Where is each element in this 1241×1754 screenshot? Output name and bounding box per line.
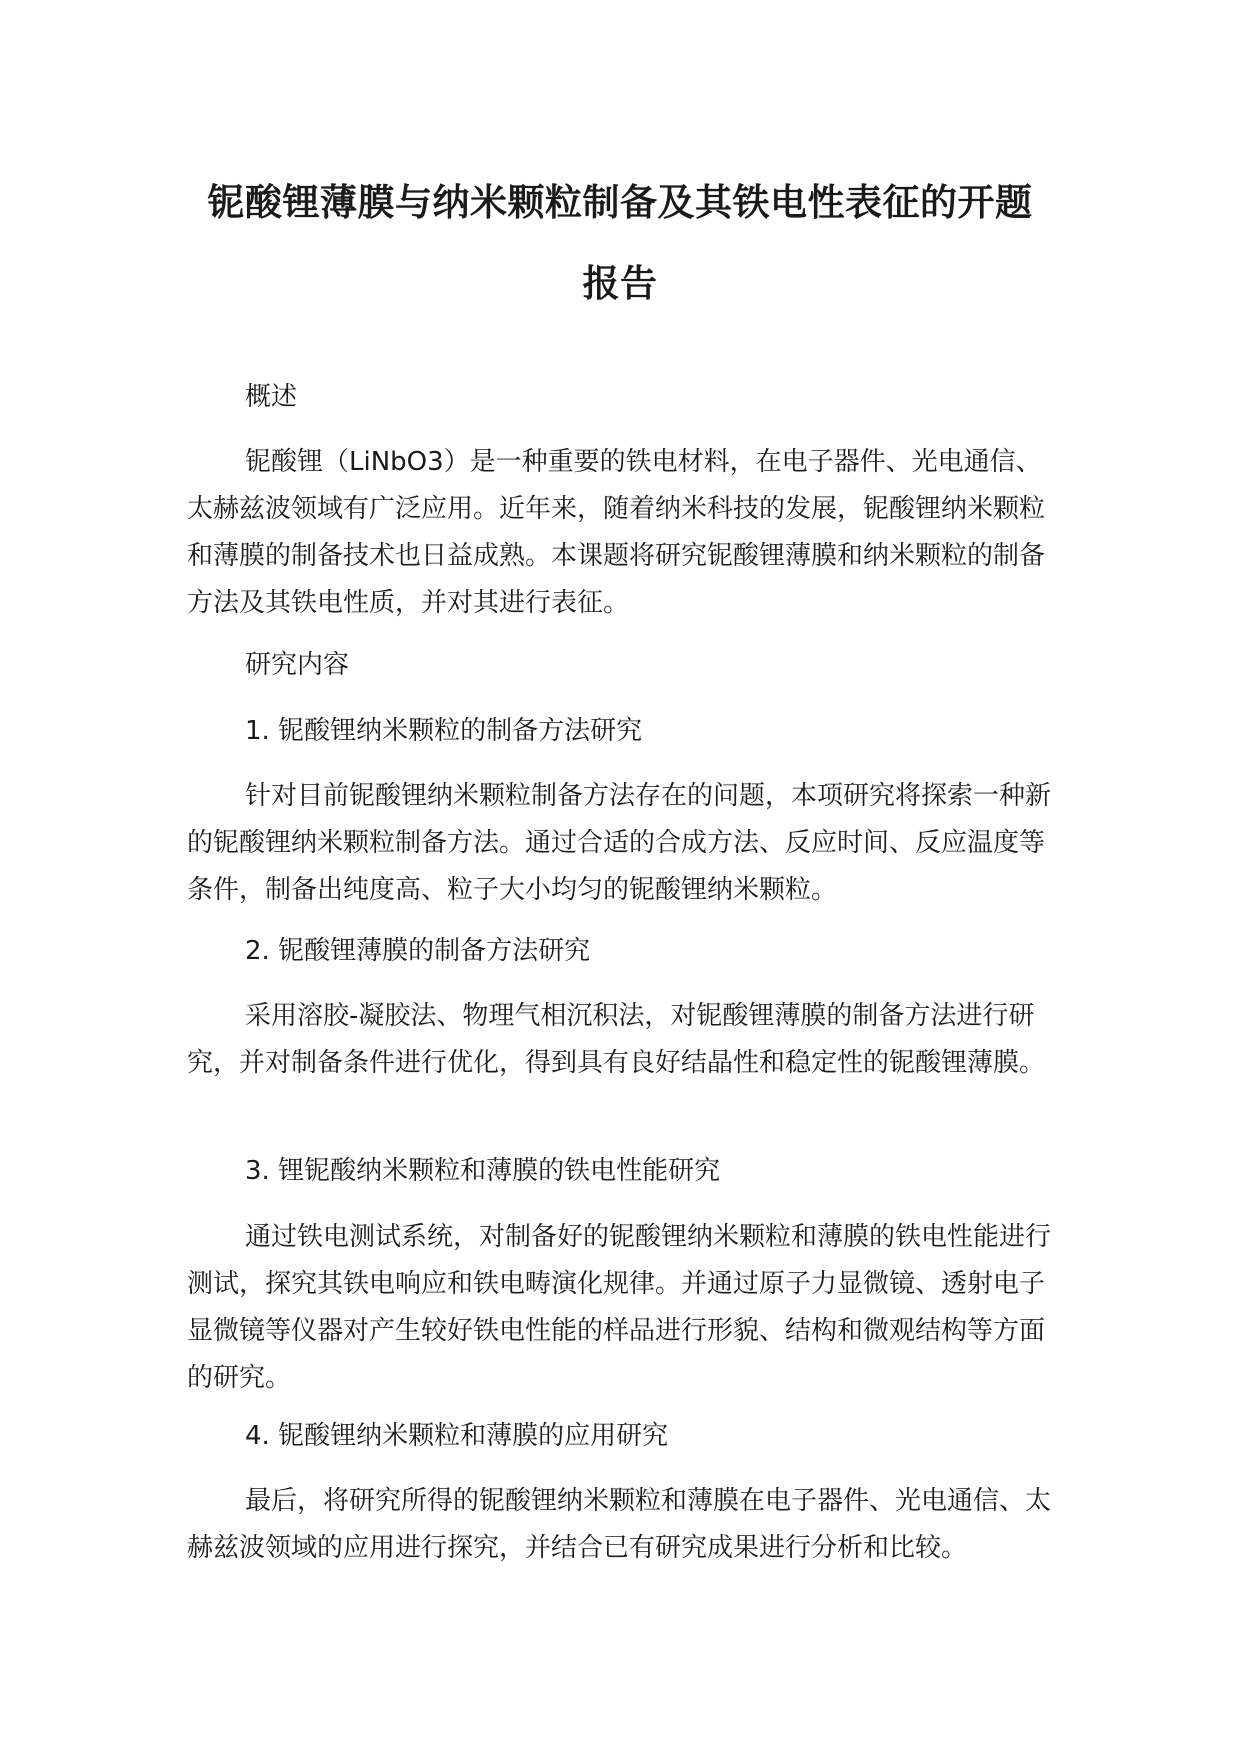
paragraph-3: 通过铁电测试系统，对制备好的铌酸锂纳米颗粒和薄膜的铁电性能进行测试，探究其铁电响应和铁电畴演化规律。并通过原子力显微镜、透射电子显微镜等仪器对产生较好铁电性能的样品进行形貌、结构和微观结构等方面的研究。 bbox=[187, 1222, 1052, 1393]
paragraph-overview: 铌酸锂（LiNbO3）是一种重要的铁电材料，在电子器件、光电通信、太赫兹波领域有广泛应用。近年来，随着纳米科技的发展，铌酸锂纳米颗粒和薄膜的制备技术也日益成熟。本课题将研究铌酸锂薄膜和纳米颗粒的制备方法及其铁电性质，并对其进行表征。 bbox=[187, 447, 1046, 618]
section-heading-research-content: 研究内容 bbox=[245, 650, 350, 680]
subheading-1: 1. 铌酸锂纳米颗粒的制备方法研究 bbox=[245, 716, 643, 746]
document-title-line-2: 报告 bbox=[582, 262, 658, 305]
paragraph-4: 最后，将研究所得的铌酸锂纳米颗粒和薄膜在电子器件、光电通信、太赫兹波领域的应用进行探究，并结合已有研究成果进行分析和比较。 bbox=[187, 1486, 1052, 1563]
subheading-2: 2. 铌酸锂薄膜的制备方法研究 bbox=[245, 936, 591, 966]
document-title-line-1: 铌酸锂薄膜与纳米颗粒制备及其铁电性表征的开题 bbox=[207, 181, 1033, 224]
paragraph-1: 针对目前铌酸锂纳米颗粒制备方法存在的问题，本项研究将探索一种新的铌酸锂纳米颗粒制备方法。通过合适的合成方法、反应时间、反应温度等条件，制备出纯度高、粒子大小均匀的铌酸锂纳米颗粒。 bbox=[187, 781, 1052, 905]
subheading-3: 3. 锂铌酸纳米颗粒和薄膜的铁电性能研究 bbox=[245, 1156, 721, 1186]
subheading-4: 4. 铌酸锂纳米颗粒和薄膜的应用研究 bbox=[245, 1421, 669, 1451]
paragraph-2: 采用溶胶-凝胶法、物理气相沉积法，对铌酸锂薄膜的制备方法进行研究，并对制备条件进行优化，得到具有良好结晶性和稳定性的铌酸锂薄膜。 bbox=[187, 1001, 1046, 1078]
section-heading-overview: 概述 bbox=[245, 382, 298, 412]
